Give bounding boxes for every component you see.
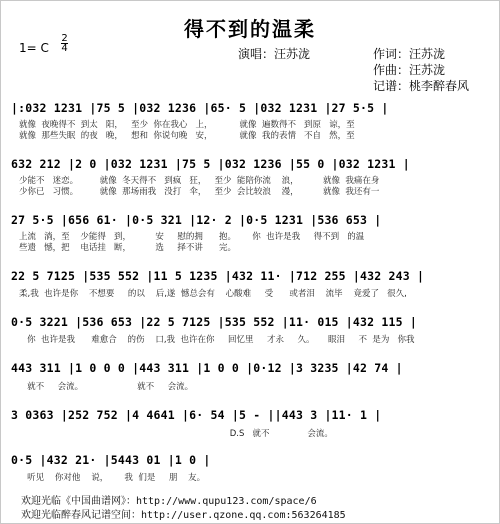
time-signature <box>61 34 68 53</box>
lyric-line-6a: 就不 会流。 就不 会流。 <box>19 382 194 392</box>
footer-link-1[interactable]: 欢迎光临《中国曲谱网》：http://www.qupu123.com/space/6 <box>21 496 317 507</box>
notation-line-8: 0·5 |432 21· |5443 01 |1 0 | <box>11 453 211 467</box>
notation-line-4: 22 5 7125 |535 552 |11 5 1235 |432 11· |712 255 |432 243 | <box>11 269 425 283</box>
transcriber-credit: 记谱：桃李醉春风 <box>373 79 470 93</box>
footer-link-2[interactable]: 欢迎光临醉春风记谱空间：http://user.qzone.qq.com:563264185 <box>21 510 346 521</box>
lyric-line-3a: 上流 淌，至 少能得 到， 安 慰的拥 抱。 你 也许是我 得不到 的温 <box>19 232 365 242</box>
lyric-line-5a: 你 也许是我 难愈合 的伤 口,我 也许在你 回忆里 才永 久。 眼泪 不 是为 你我 <box>19 335 415 345</box>
key-signature: 1= C <box>19 41 49 55</box>
lyric-line-1b: 就像 那些失眠 的夜 晚， 想和 你说句晚 安， 就像 我的表情 不自 然，至 <box>19 131 355 141</box>
lyric-line-4a: 柔,我 也许是你 不想要 的以 后,遂 憾总会有 心酸难 受 或者泪 流毕 竟爱了 很久, <box>19 289 407 299</box>
singer-credit: 演唱：汪苏泷 <box>238 47 311 61</box>
lyric-line-8a: 听见 你对他 说， 我 们是 朋 友。 <box>19 473 206 483</box>
lyric-line-2a: 少能不 迷恋。 就像 冬天得不 到疯 狂， 至少 能陪你流 浪， 就像 我痛在身 <box>19 176 380 186</box>
notation-line-5: 0·5 3221 |536 653 |22 5 7125 |535 552 |11· 015 |432 115 | <box>11 315 418 329</box>
notation-line-1: |:032 1231 |75 5 |032 1236 |65· 5 |032 1231 |27 5·5 | <box>11 101 389 115</box>
notation-line-3: 27 5·5 |656 61· |0·5 321 |12· 2 |0·5 1231 |536 653 | <box>11 213 382 227</box>
lyric-line-2b: 少你已 习惯。 就像 那场雨我 没打 伞， 至少 会比较浪 漫， 就像 我还有一 <box>19 187 380 197</box>
time-signature-bottom: 4 <box>61 43 68 54</box>
lyricist-credit: 作词：汪苏泷 <box>373 47 446 61</box>
time-signature-top: 2 <box>61 33 68 44</box>
lyric-line-7a: D.S 就不 会流。 <box>19 429 333 439</box>
composer-credit: 作曲：汪苏泷 <box>373 63 446 77</box>
notation-line-2: 632 212 |2 0 |032 1231 |75 5 |032 1236 |55 0 |032 1231 | <box>11 157 410 171</box>
notation-line-7: 3 0363 |252 752 |4 4641 |6· 54 |5 - ||443 3 |11· 1 | <box>11 408 382 422</box>
notation-line-6: 443 311 |1 0 0 0 |443 311 |1 0 0 |0·12 |3 3235 |42 74 | <box>11 361 403 375</box>
lyric-line-1a: 就像 夜晚得不 到太 阳， 至少 你在我心 上， 就像 遍数得不 到原 谅，至 <box>19 120 355 130</box>
lyric-line-3b: 些遗 憾，把 电话挂 断， 选 择不讲 完。 <box>19 243 237 253</box>
song-title: 得不到的温柔 <box>184 17 316 41</box>
